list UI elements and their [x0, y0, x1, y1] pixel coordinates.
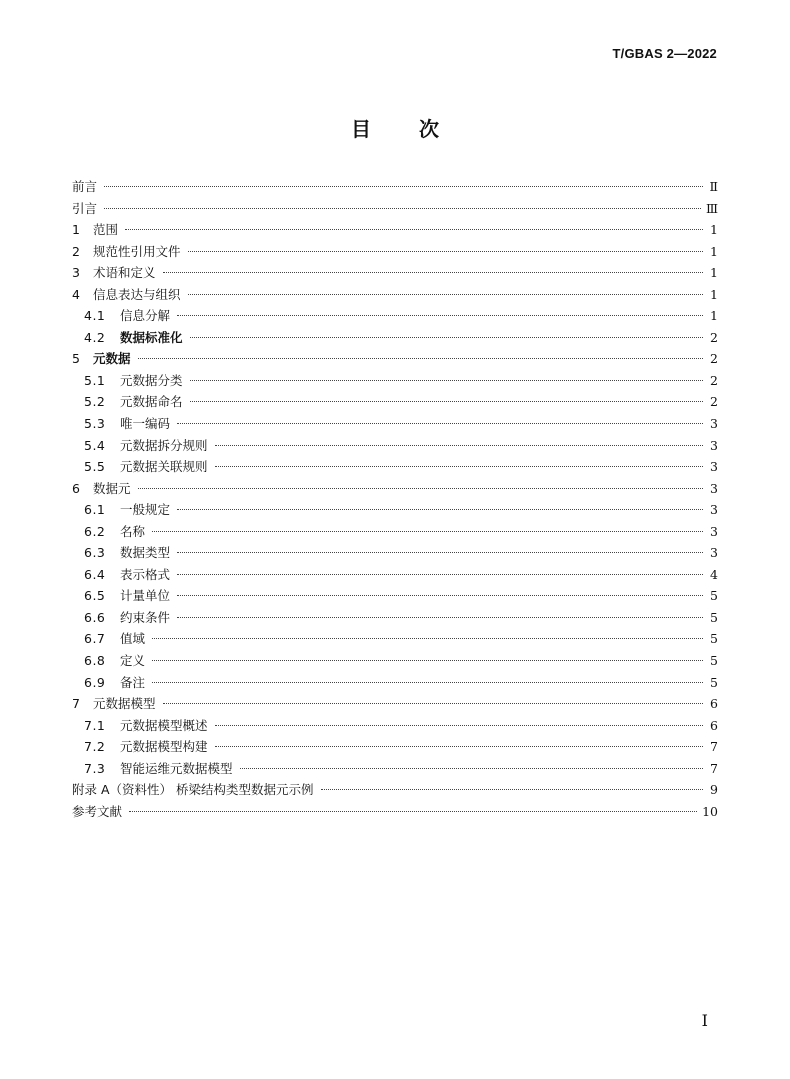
toc-entry-number: 6.7 — [84, 631, 106, 647]
toc-entry[interactable] — [72, 306, 718, 328]
toc-entry-label: 元数据模型概述 — [120, 717, 208, 733]
toc-entry-label: 数据类型 — [120, 545, 171, 561]
toc-entry-page: 3 — [710, 437, 718, 453]
toc-entry-page: 1 — [710, 265, 718, 281]
toc-entry[interactable] — [72, 392, 718, 414]
toc-dot-leader — [152, 531, 703, 532]
toc-dot-leader — [215, 445, 703, 446]
toc-dot-leader — [177, 423, 703, 424]
toc-entry-label: 范围 — [93, 222, 119, 238]
toc-entry-number: 6.4 — [84, 566, 106, 582]
toc-entry[interactable] — [72, 522, 718, 544]
toc-entry-number: 5.5 — [84, 459, 106, 475]
toc-title-char-2: 次 — [419, 117, 439, 141]
toc-entry-number: 1 — [72, 222, 80, 238]
toc-entry-number: 6.3 — [84, 545, 106, 561]
toc-entry-label: 元数据关联规则 — [120, 459, 208, 475]
toc-entry[interactable] — [72, 673, 718, 695]
toc-entry-page: 5 — [710, 674, 718, 690]
toc-entry[interactable] — [72, 285, 718, 307]
toc-entry[interactable] — [72, 780, 718, 802]
toc-entry[interactable] — [72, 565, 718, 587]
toc-entry[interactable] — [72, 199, 718, 221]
toc-entry-label: 信息表达与组织 — [93, 286, 181, 302]
toc-entry-label: 约束条件 — [120, 609, 171, 625]
toc-entry-number: 7 — [72, 696, 80, 712]
toc-entry-page: 1 — [710, 308, 718, 324]
toc-entry-number: 6.2 — [84, 523, 106, 539]
toc-dot-leader — [177, 574, 703, 575]
toc-entry-label: 元数据 — [93, 351, 131, 367]
toc-entry-number: 7.1 — [84, 717, 106, 733]
toc-dot-leader — [215, 725, 703, 726]
toc-dot-leader — [190, 337, 703, 338]
toc-entry[interactable] — [72, 586, 718, 608]
toc-entry[interactable] — [72, 694, 718, 716]
toc-entry-page: 3 — [710, 523, 718, 539]
toc-entry-number: 2 — [72, 243, 80, 259]
toc-title-char-1: 目 — [351, 117, 371, 141]
toc-entry-page: Ⅲ — [705, 200, 718, 216]
toc-entry-page: 3 — [710, 545, 718, 561]
toc-entry-number: 5 — [72, 351, 80, 367]
toc-dot-leader — [190, 401, 703, 402]
toc-entry-number: 6.1 — [84, 502, 106, 518]
toc-entry[interactable] — [72, 328, 718, 350]
toc-entry-number: 5.2 — [84, 394, 106, 410]
toc-entry-label: 一般规定 — [120, 502, 171, 518]
toc-entry-page: Ⅱ — [709, 179, 718, 194]
toc-entry[interactable] — [72, 802, 718, 824]
toc-entry[interactable] — [72, 479, 718, 501]
toc-entry[interactable] — [72, 220, 718, 242]
toc-entry-label: 元数据模型 — [93, 696, 156, 712]
toc-entry[interactable] — [72, 177, 718, 199]
toc-dot-leader — [177, 595, 703, 596]
toc-dot-leader — [188, 251, 703, 252]
toc-dot-leader — [104, 186, 703, 187]
page-number: I — [701, 1011, 708, 1030]
toc-entry-page: 5 — [710, 588, 718, 604]
toc-entry[interactable] — [72, 651, 718, 673]
toc-entry-page: 1 — [710, 286, 718, 302]
toc-entry-page: 4 — [710, 566, 718, 582]
toc-entry-number: 4 — [72, 286, 80, 302]
toc-entry[interactable] — [72, 629, 718, 651]
toc-entry-page: 3 — [710, 502, 718, 518]
toc-dot-leader — [215, 746, 703, 747]
toc-dot-leader — [177, 509, 703, 510]
toc-entry[interactable] — [72, 759, 718, 781]
toc-entry-label: 术语和定义 — [93, 265, 156, 281]
toc-entry[interactable] — [72, 371, 718, 393]
toc-dot-leader — [177, 617, 703, 618]
toc-entry-label: 元数据命名 — [120, 394, 183, 410]
toc-entry-label: 前言 — [72, 179, 98, 194]
toc-dot-leader — [152, 638, 703, 639]
toc-entry[interactable] — [72, 436, 718, 458]
toc-entry-label: 参考文献 — [72, 803, 123, 819]
toc-entry-label: 引言 — [72, 200, 98, 216]
toc-entry-number: 6.8 — [84, 653, 106, 669]
table-of-contents — [72, 177, 718, 823]
toc-entry-number: 6.9 — [84, 674, 106, 690]
toc-entry-number: 7.2 — [84, 739, 106, 755]
toc-entry[interactable] — [72, 263, 718, 285]
toc-entry[interactable] — [72, 349, 718, 371]
toc-entry[interactable] — [72, 543, 718, 565]
toc-entry-page: 9 — [710, 782, 718, 798]
toc-entry-number: 5.1 — [84, 372, 106, 388]
toc-entry-page: 2 — [710, 394, 718, 410]
toc-entry-page: 5 — [710, 653, 718, 669]
toc-dot-leader — [215, 466, 703, 467]
toc-entry-label: 数据标准化 — [120, 329, 183, 345]
toc-dot-leader — [152, 660, 703, 661]
toc-entry-label: 计量单位 — [120, 588, 171, 604]
toc-entry-number: 6.6 — [84, 609, 106, 625]
document-code: T/GBAS 2—2022 — [612, 46, 717, 61]
toc-entry-label: 附录 A（资料性） 桥梁结构类型数据元示例 — [72, 782, 314, 798]
toc-entry-page: 2 — [710, 329, 718, 345]
toc-entry[interactable] — [72, 457, 718, 479]
toc-dot-leader — [240, 768, 703, 769]
toc-dot-leader — [190, 380, 703, 381]
toc-dot-leader — [188, 294, 703, 295]
toc-entry-page: 1 — [710, 243, 718, 259]
toc-entry-page: 1 — [710, 222, 718, 238]
toc-entry-label: 唯一编码 — [120, 416, 171, 432]
toc-entry-label: 数据元 — [93, 480, 131, 496]
toc-entry-page: 3 — [710, 480, 718, 496]
toc-entry-label: 智能运维元数据模型 — [120, 760, 233, 776]
toc-entry-number: 3 — [72, 265, 80, 281]
toc-entry[interactable] — [72, 716, 718, 738]
toc-entry-label: 值域 — [120, 631, 146, 647]
toc-dot-leader — [104, 208, 701, 209]
toc-dot-leader — [125, 229, 703, 230]
toc-entry-page: 2 — [710, 351, 718, 367]
toc-entry-number: 6.5 — [84, 588, 106, 604]
toc-entry-label: 元数据拆分规则 — [120, 437, 208, 453]
toc-dot-leader — [177, 552, 703, 553]
toc-entry[interactable] — [72, 608, 718, 630]
toc-entry[interactable] — [72, 500, 718, 522]
toc-entry-page: 3 — [710, 416, 718, 432]
toc-entry-label: 规范性引用文件 — [93, 243, 181, 259]
toc-entry-number: 4.1 — [84, 308, 106, 324]
toc-entry-label: 名称 — [120, 523, 146, 539]
toc-entry-number: 6 — [72, 480, 80, 496]
toc-entry-label: 备注 — [120, 674, 146, 690]
toc-entry-label: 信息分解 — [120, 308, 171, 324]
toc-dot-leader — [177, 315, 703, 316]
toc-entry[interactable] — [72, 414, 718, 436]
toc-entry-label: 元数据模型构建 — [120, 739, 208, 755]
toc-entry-page: 5 — [710, 631, 718, 647]
toc-entry-page: 10 — [702, 803, 718, 819]
toc-entry-number: 4.2 — [84, 329, 106, 345]
toc-entry-number: 5.4 — [84, 437, 106, 453]
toc-entry[interactable] — [72, 242, 718, 264]
toc-entry-label: 定义 — [120, 653, 146, 669]
toc-dot-leader — [321, 789, 704, 790]
toc-entry-page: 5 — [710, 609, 718, 625]
toc-entry-number: 7.3 — [84, 760, 106, 776]
toc-entry-label: 表示格式 — [120, 566, 171, 582]
toc-dot-leader — [129, 811, 697, 812]
toc-entry-label: 元数据分类 — [120, 372, 183, 388]
toc-entry-page: 7 — [710, 739, 718, 755]
toc-dot-leader — [138, 488, 703, 489]
toc-entry[interactable] — [72, 737, 718, 759]
toc-dot-leader — [152, 682, 703, 683]
toc-entry-page: 6 — [710, 717, 718, 733]
toc-entry-page: 3 — [710, 459, 718, 475]
toc-title — [0, 113, 790, 142]
toc-dot-leader — [163, 703, 703, 704]
toc-entry-page: 7 — [710, 760, 718, 776]
toc-dot-leader — [138, 358, 703, 359]
toc-entry-page: 6 — [710, 696, 718, 712]
toc-entry-number: 5.3 — [84, 416, 106, 432]
toc-dot-leader — [163, 272, 703, 273]
toc-entry-page: 2 — [710, 372, 718, 388]
